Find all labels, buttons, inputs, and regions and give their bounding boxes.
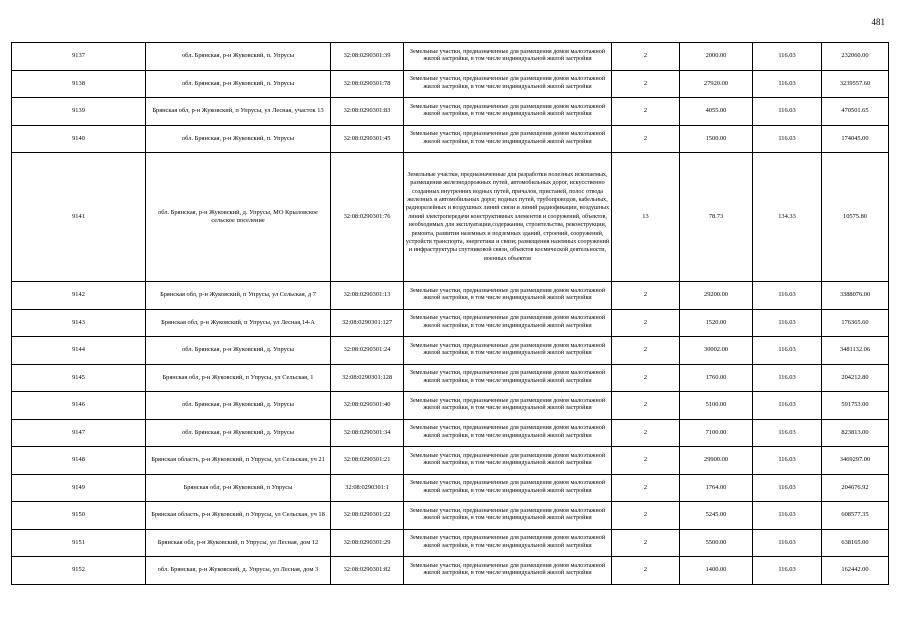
table-row <box>12 392 889 420</box>
specific-value-cell: 116.03 <box>753 557 822 585</box>
category-code-cell: 2 <box>612 474 680 502</box>
page-number: 481 <box>871 17 885 27</box>
land-use-description-cell: Земельные участки, предназначенные для размещения домов малоэтажной жилой застройки, в том числе индивидуальной жилой застройки <box>404 502 612 530</box>
category-code-cell: 2 <box>612 502 680 530</box>
area-cell: 5100.00 <box>680 392 753 420</box>
specific-value-cell: 116.03 <box>753 419 822 447</box>
specific-value-cell: 116.03 <box>753 43 822 71</box>
area-cell: 5500.00 <box>680 529 753 557</box>
area-cell: 4055.00 <box>680 98 753 126</box>
land-use-description-cell: Земельные участки, предназначенные для размещения домов малоэтажной жилой застройки, в том числе индивидуальной жилой застройки <box>404 557 612 585</box>
table-row <box>12 337 889 365</box>
table-row <box>12 309 889 337</box>
area-cell: 27920.00 <box>680 70 753 98</box>
address-cell: обл. Брянская, р-н Жуковский, д. Упрусы <box>146 337 331 365</box>
category-code-cell: 13 <box>612 153 680 282</box>
land-use-description-cell: Земельные участки, предназначенные для размещения домов малоэтажной жилой застройки, в том числе индивидуальной жилой застройки <box>404 70 612 98</box>
cadastral-number-cell: 32:08:0290301:34 <box>331 419 404 447</box>
land-use-description-cell: Земельные участки, предназначенные для размещения домов малоэтажной жилой застройки, в том числе индивидуальной жилой застройки <box>404 364 612 392</box>
address-cell: обл. Брянская, р-н Жуковский, д. Упрусы, ул Лесная, дом 3 <box>146 557 331 585</box>
cadastral-number-cell: 32:08:0290301:22 <box>331 502 404 530</box>
cadastral-number-cell: 32:08:0290301:45 <box>331 125 404 153</box>
address-cell: обл. Брянская, р-н Жуковский, д. Упрусы <box>146 419 331 447</box>
row-number-cell: 9140 <box>12 125 146 153</box>
land-use-description-cell: Земельные участки, предназначенные для разработки полезных ископаемых, размещения железнодорожных путей, автомобильных дорог, искусственно созданных внутренних водных путей, причалов, пристаней, полос отвода железных и автомобильных дорог, водных путей, трубопроводов, кабельных, радиорелейных и воздушных линий связи и линий радиофикации, воздушных линий электропередачи конструктивных элементов и сооружений, объектов, необходимых для эксплуатации,содержания, строительства, реконструкции, ремонта, развития наземных и подземных зданий, строений, сооружений, устройств транспорта, энергетики и связи; размещения наземных сооружений и инфраструктуры спутниковой связи, объектов космической деятельности, военных объектов <box>404 153 612 282</box>
row-number-cell: 9143 <box>12 309 146 337</box>
address-cell: Брянская обл, р-н Жуковский, п Упрусы, ул Сельская, 1 <box>146 364 331 392</box>
specific-value-cell: 116.03 <box>753 392 822 420</box>
table-row <box>12 153 889 282</box>
table-row <box>12 125 889 153</box>
specific-value-cell: 116.03 <box>753 502 822 530</box>
table-row <box>12 98 889 126</box>
cadastral-value-cell: 608577.35 <box>822 502 889 530</box>
cadastral-number-cell: 32:08:0290301:82 <box>331 557 404 585</box>
cadastral-value-cell: 232060.00 <box>822 43 889 71</box>
row-number-cell: 9151 <box>12 529 146 557</box>
cadastral-value-cell: 204676.92 <box>822 474 889 502</box>
address-cell: Брянская обл, р-н Жуковский, п Упрусы, ул Лесная, дом 12 <box>146 529 331 557</box>
land-use-description-cell: Земельные участки, предназначенные для размещения домов малоэтажной жилой застройки, в том числе индивидуальной жилой застройки <box>404 125 612 153</box>
cadastral-number-cell: 32:08:0290301:83 <box>331 98 404 126</box>
area-cell: 29200.00 <box>680 282 753 310</box>
area-cell: 7100.00 <box>680 419 753 447</box>
cadastral-number-cell: 32:08:0290301:13 <box>331 282 404 310</box>
address-cell: Брянская обл, р-н Жуковский, п Упрусы <box>146 474 331 502</box>
row-number-cell: 9147 <box>12 419 146 447</box>
cadastral-number-cell: 32:08:0290301:127 <box>331 309 404 337</box>
cadastral-number-cell: 32:08:0290301:1 <box>331 474 404 502</box>
row-number-cell: 9146 <box>12 392 146 420</box>
category-code-cell: 2 <box>612 98 680 126</box>
land-use-description-cell: Земельные участки, предназначенные для размещения домов малоэтажной жилой застройки, в том числе индивидуальной жилой застройки <box>404 419 612 447</box>
address-cell: обл. Брянская, р-н Жуковский, п. Упрусы <box>146 125 331 153</box>
table-row <box>12 502 889 530</box>
cadastral-table <box>11 42 889 585</box>
land-use-description-cell: Земельные участки, предназначенные для размещения домов малоэтажной жилой застройки, в том числе индивидуальной жилой застройки <box>404 474 612 502</box>
category-code-cell: 2 <box>612 364 680 392</box>
cadastral-number-cell: 32:08:0290301:40 <box>331 392 404 420</box>
category-code-cell: 2 <box>612 125 680 153</box>
table-row <box>12 474 889 502</box>
cadastral-value-cell: 3239557.60 <box>822 70 889 98</box>
address-cell: Брянская область, р-н Жуковский, п Упрусы, ул Сельская, уч 21 <box>146 447 331 475</box>
specific-value-cell: 116.03 <box>753 364 822 392</box>
cadastral-value-cell: 3388076.00 <box>822 282 889 310</box>
land-use-description-cell: Земельные участки, предназначенные для размещения домов малоэтажной жилой застройки, в том числе индивидуальной жилой застройки <box>404 337 612 365</box>
land-use-description-cell: Земельные участки, предназначенные для размещения домов малоэтажной жилой застройки, в том числе индивидуальной жилой застройки <box>404 447 612 475</box>
row-number-cell: 9139 <box>12 98 146 126</box>
cadastral-value-cell: 176365.60 <box>822 309 889 337</box>
specific-value-cell: 116.03 <box>753 447 822 475</box>
row-number-cell: 9150 <box>12 502 146 530</box>
land-use-description-cell: Земельные участки, предназначенные для размещения домов малоэтажной жилой застройки, в том числе индивидуальной жилой застройки <box>404 309 612 337</box>
area-cell: 30002.00 <box>680 337 753 365</box>
address-cell: обл. Брянская, р-н Жуковский, п. Упрусы <box>146 43 331 71</box>
specific-value-cell: 116.03 <box>753 309 822 337</box>
cadastral-value-cell: 823813.00 <box>822 419 889 447</box>
cadastral-number-cell: 32:08:0290301:29 <box>331 529 404 557</box>
specific-value-cell: 116.03 <box>753 282 822 310</box>
land-use-description-cell: Земельные участки, предназначенные для размещения домов малоэтажной жилой застройки, в том числе индивидуальной жилой застройки <box>404 282 612 310</box>
category-code-cell: 2 <box>612 529 680 557</box>
area-cell: 1500.00 <box>680 125 753 153</box>
row-number-cell: 9149 <box>12 474 146 502</box>
specific-value-cell: 116.03 <box>753 474 822 502</box>
cadastral-value-cell: 204212.80 <box>822 364 889 392</box>
area-cell: 1760.00 <box>680 364 753 392</box>
address-cell: обл. Брянская, р-н Жуковский, п. Упрусы <box>146 70 331 98</box>
category-code-cell: 2 <box>612 392 680 420</box>
table-row <box>12 529 889 557</box>
row-number-cell: 9145 <box>12 364 146 392</box>
land-use-description-cell: Земельные участки, предназначенные для размещения домов малоэтажной жилой застройки, в том числе индивидуальной жилой застройки <box>404 43 612 71</box>
row-number-cell: 9144 <box>12 337 146 365</box>
category-code-cell: 2 <box>612 337 680 365</box>
cadastral-value-cell: 638165.00 <box>822 529 889 557</box>
row-number-cell: 9152 <box>12 557 146 585</box>
address-cell: Брянская обл, р-н Жуковский, п Упрусы, ул Лесная, участок 13 <box>146 98 331 126</box>
category-code-cell: 2 <box>612 419 680 447</box>
table-row <box>12 43 889 71</box>
cadastral-value-cell: 10575.80 <box>822 153 889 282</box>
row-number-cell: 9137 <box>12 43 146 71</box>
cadastral-value-cell: 162442.00 <box>822 557 889 585</box>
table-row <box>12 282 889 310</box>
land-use-description-cell: Земельные участки, предназначенные для размещения домов малоэтажной жилой застройки, в том числе индивидуальной жилой застройки <box>404 98 612 126</box>
address-cell: обл. Брянская, р-н Жуковский, д. Упрусы, МО Крыловское сельское поселение <box>146 153 331 282</box>
table-row <box>12 70 889 98</box>
cadastral-number-cell: 32:08:0290301:21 <box>331 447 404 475</box>
row-number-cell: 9138 <box>12 70 146 98</box>
area-cell: 78.73 <box>680 153 753 282</box>
cadastral-number-cell: 32:08:0290301:76 <box>331 153 404 282</box>
cadastral-number-cell: 32:08:0290301:128 <box>331 364 404 392</box>
category-code-cell: 2 <box>612 557 680 585</box>
row-number-cell: 9141 <box>12 153 146 282</box>
specific-value-cell: 116.03 <box>753 337 822 365</box>
category-code-cell: 2 <box>612 70 680 98</box>
cadastral-value-cell: 3469297.00 <box>822 447 889 475</box>
area-cell: 2000.00 <box>680 43 753 71</box>
area-cell: 1400.00 <box>680 557 753 585</box>
area-cell: 1764.00 <box>680 474 753 502</box>
specific-value-cell: 116.03 <box>753 529 822 557</box>
specific-value-cell: 116.03 <box>753 98 822 126</box>
cadastral-value-cell: 591753.00 <box>822 392 889 420</box>
address-cell: Брянская обл, р-н Жуковский, п Упрусы, ул Лесная,14-А <box>146 309 331 337</box>
address-cell: Брянская обл, р-н Жуковский, п Упрусы, ул Сельская, д 7 <box>146 282 331 310</box>
specific-value-cell: 116.03 <box>753 70 822 98</box>
row-number-cell: 9148 <box>12 447 146 475</box>
category-code-cell: 2 <box>612 309 680 337</box>
cadastral-number-cell: 32:08:0290301:78 <box>331 70 404 98</box>
table-row <box>12 447 889 475</box>
land-use-description-cell: Земельные участки, предназначенные для размещения домов малоэтажной жилой застройки, в том числе индивидуальной жилой застройки <box>404 529 612 557</box>
area-cell: 29900.00 <box>680 447 753 475</box>
area-cell: 1520.00 <box>680 309 753 337</box>
land-use-description-cell: Земельные участки, предназначенные для размещения домов малоэтажной жилой застройки, в том числе индивидуальной жилой застройки <box>404 392 612 420</box>
category-code-cell: 2 <box>612 282 680 310</box>
category-code-cell: 2 <box>612 447 680 475</box>
area-cell: 5245.00 <box>680 502 753 530</box>
cadastral-value-cell: 174045.00 <box>822 125 889 153</box>
table-row <box>12 364 889 392</box>
address-cell: обл. Брянская, р-н Жуковский, д. Упрусы <box>146 392 331 420</box>
cadastral-number-cell: 32:08:0290301:24 <box>331 337 404 365</box>
specific-value-cell: 116.03 <box>753 125 822 153</box>
table-row <box>12 557 889 585</box>
table-row <box>12 419 889 447</box>
cadastral-value-cell: 3481132.06 <box>822 337 889 365</box>
cadastral-value-cell: 470501.65 <box>822 98 889 126</box>
row-number-cell: 9142 <box>12 282 146 310</box>
cadastral-number-cell: 32:08:0290301:39 <box>331 43 404 71</box>
category-code-cell: 2 <box>612 43 680 71</box>
address-cell: Брянская область, р-н Жуковский, п Упрусы, ул Сельская, уч 18 <box>146 502 331 530</box>
specific-value-cell: 134.33 <box>753 153 822 282</box>
